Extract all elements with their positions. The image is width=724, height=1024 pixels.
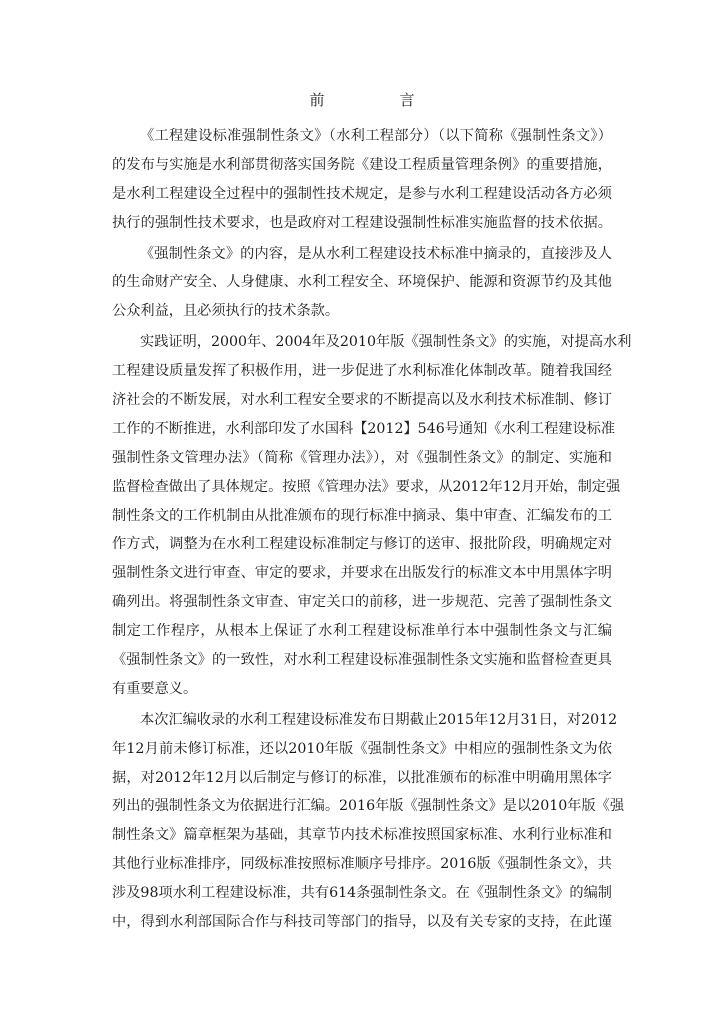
paragraph-line: 的生命财产安全、人身健康、水利工程安全、环境保护、能源和资源节约及其他 xyxy=(112,274,612,291)
paragraph-line: 作方式，调整为在水利工程建设标准制定与修订的送审、报批阶段，明确规定对 xyxy=(112,536,612,553)
paragraph-line: 中，得到水利部国际合作与科技司等部门的指导，以及有关专家的支持，在此谨 xyxy=(112,914,612,931)
paragraph-line: 工程建设质量发挥了积极作用，进一步促进了水利标准化体制改革。随着我国经 xyxy=(112,363,612,380)
paragraph-line: 年12月前未修订标准，还以2010年版《强制性条文》中相应的强制性条文为依 xyxy=(112,740,612,757)
paragraph-1 xyxy=(112,122,612,238)
paragraph-line: 据，对2012年12月以后制定与修订的标准，以批准颁布的标准中明确用黑体字 xyxy=(112,769,612,786)
paragraph-line: 列出的强制性条文为依据进行汇编。2016年版《强制性条文》是以2010年版《强 xyxy=(112,798,625,815)
paragraph-line: 有重要意义。 xyxy=(112,680,198,697)
paragraph-line: 其他行业标准排序，同级标准按照标准顺序号排序。2016版《强制性条文》，共 xyxy=(112,856,612,873)
paragraph-line: 监督检查做出了具体规定。按照《管理办法》要求，从2012年12月开始，制定强 xyxy=(112,478,621,495)
paragraph-line: 是水利工程建设全过程中的强制性技术规定，是参与水利工程建设活动各方必须 xyxy=(112,185,612,202)
paragraph-3 xyxy=(112,328,632,704)
paragraph-line: 本次汇编收录的水利工程建设标准发布日期截止2015年12月31日，对2012 xyxy=(140,711,618,728)
paragraph-line: 执行的强制性技术要求，也是政府对工程建设强制性标准实施监督的技术依据。 xyxy=(112,214,612,231)
page-title: 前 言 xyxy=(309,91,445,109)
paragraph-line: 的发布与实施是水利部贯彻落实国务院《建设工程质量管理条例》的重要措施， xyxy=(112,156,612,173)
paragraph-4 xyxy=(112,706,625,937)
paragraph-line: 公众利益，且必须执行的技术条款。 xyxy=(112,303,340,320)
paragraph-line: 强制性条文进行审查、审定的要求，并要求在出版发行的标准文本中用黑体字明 xyxy=(112,565,612,582)
paragraph-2 xyxy=(112,240,612,327)
paragraph-line: 《强制性条文》的内容，是从水利工程建设技术标准中摘录的，直接涉及人 xyxy=(140,245,612,262)
paragraph-line: 强制性条文管理办法》（简称《管理办法》），对《强制性条文》的制定、实施和 xyxy=(112,449,612,466)
paragraph-line: 济社会的不断发展，对水利工程安全要求的不断提高以及水利技术标准制、修订 xyxy=(112,392,612,409)
document-page xyxy=(112,88,632,937)
paragraph-line: 制性条文》篇章框架为基础，其章节内技术标准按照国家标准、水利行业标准和 xyxy=(112,827,612,844)
paragraph-line: 《强制性条文》的一致性，对水利工程建设标准强制性条文实施和监督检查更具 xyxy=(112,652,612,669)
paragraph-line: 确列出。将强制性条文审查、审定关口的前移，进一步规范、完善了强制性条文 xyxy=(112,594,612,611)
paragraph-line: 制定工作程序，从根本上保证了水利工程建设标准单行本中强制性条文与汇编 xyxy=(112,623,612,640)
paragraph-line: 实践证明，2000年、2004年及2010年版《强制性条文》的实施，对提高水利 xyxy=(140,334,632,351)
paragraph-line: 《工程建设标准强制性条文》（水利工程部分）（以下简称《强制性条文》） xyxy=(140,128,612,144)
paragraph-line: 制性条文的工作机制由从批准颁布的现行标准中摘录、集中审查、汇编发布的工 xyxy=(112,507,612,524)
paragraph-line: 工作的不断推进，水利部印发了水国科【2012】546号通知《水利工程建设标准 xyxy=(112,420,616,437)
paragraph-line: 涉及98项水利工程建设标准，共有614条强制性条文。在《强制性条文》的编制 xyxy=(112,885,612,902)
